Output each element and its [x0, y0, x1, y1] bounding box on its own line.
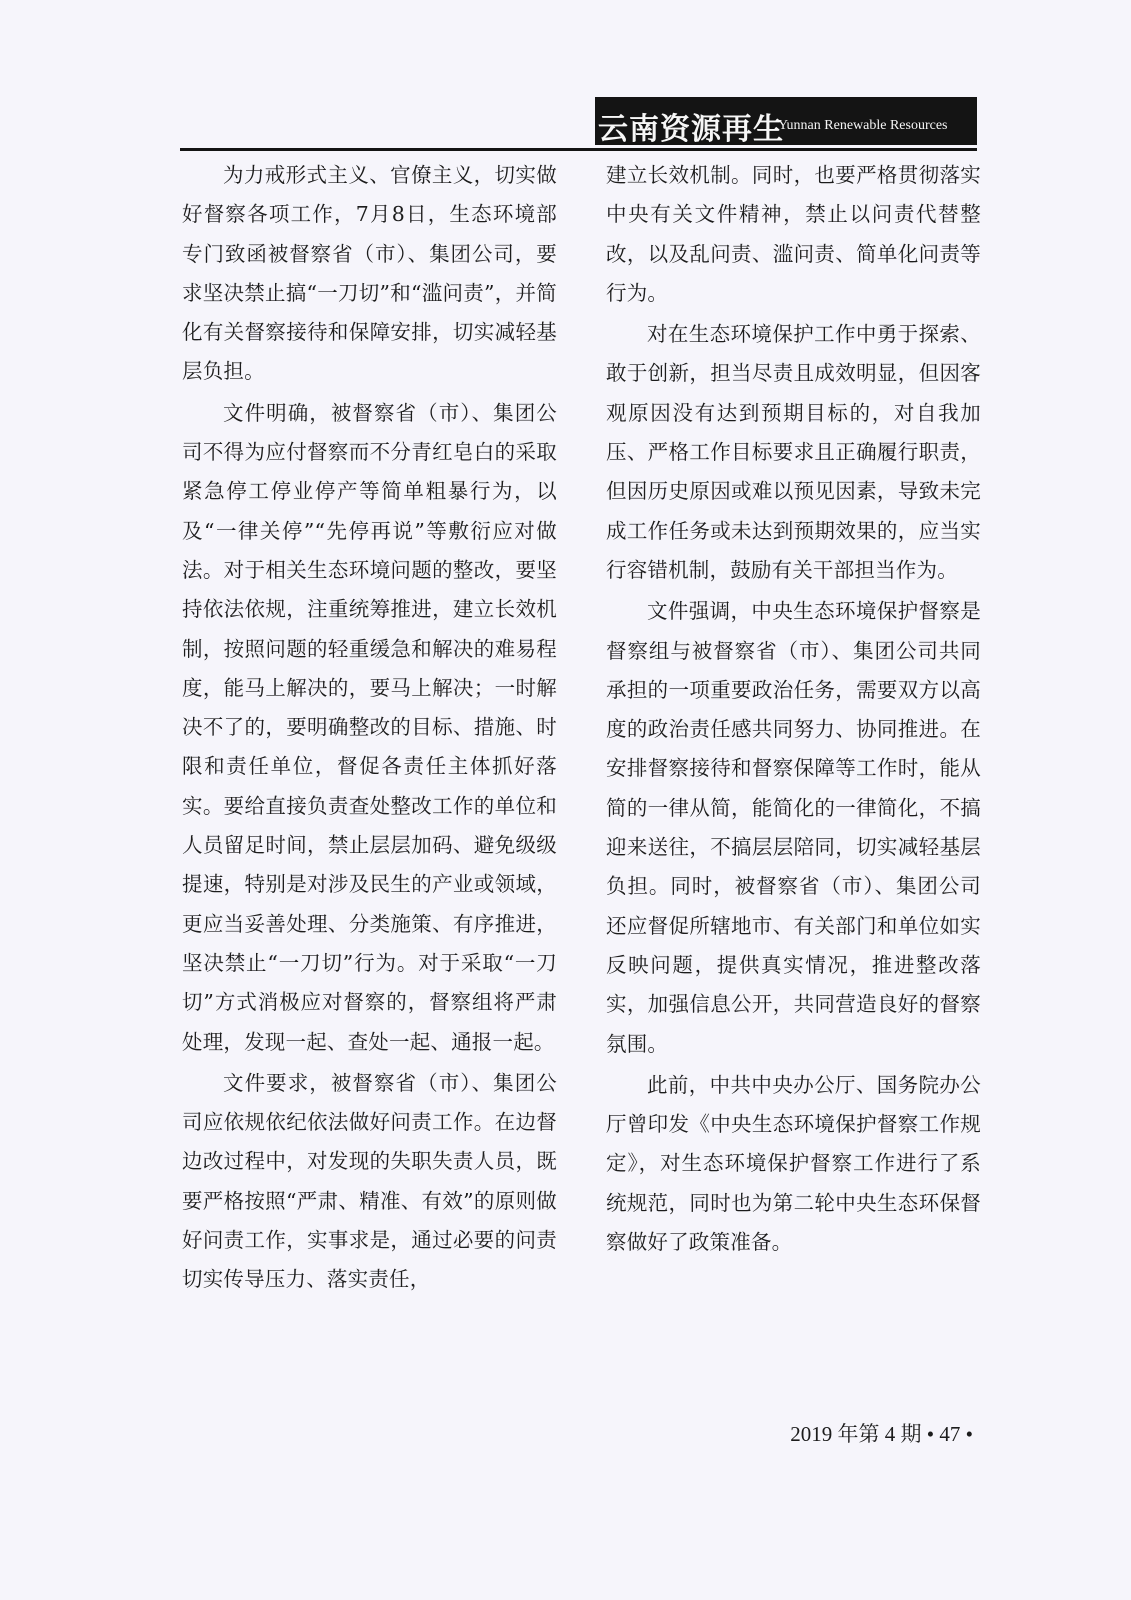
paragraph: 此前，中共中央办公厅、国务院办公厅曾印发《中央生态环境保护督察工作规定》，对生态环境保护督察工作进行了系统规范，同时也为第二轮中央生态环保督察做好了政策准备。	[606, 1072, 981, 1255]
paragraph: 对在生态环境保护工作中勇于探索、敢于创新，担当尽责且成效明显，但因客观原因没有达到预期目标的，对自我加压、严格工作目标要求且正确履行职责，但因历史原因或难以预见因素，导致未完成工作任务或未达到预期效果的，应当实行容错机制，鼓励有关干部担当作为。	[606, 322, 981, 582]
journal-title-en: Yunnan Renewable Resources	[778, 118, 948, 133]
paragraph: 文件要求，被督察省（市）、集团公司应依规依纪依法做好问责工作。在边督边改过程中，对发现的失职失责人员，既要严格按照“严肃、精准、有效”的原则做好问责工作，实事求是，通过必要的问责切实传导压力、落实责任，	[182, 1070, 557, 1292]
paragraph: 为力戒形式主义、官僚主义，切实做好督察各项工作，7月8日，生态环境部专门致函被督察省（市）、集团公司，要求坚决禁止搞“一刀切”和“滥问责”，并简化有关督察接待和保障安排，切实减轻基层负担。	[182, 163, 557, 384]
paragraph: 建立长效机制。同时，也要严格贯彻落实中央有关文件精神，禁止以问责代替整改，以及乱问责、滥问责、简单化问责等行为。	[606, 163, 981, 305]
right-column	[606, 156, 981, 1262]
page-footer: 2019 年第 4 期 • 47 •	[790, 1422, 973, 1446]
paragraph: 文件明确，被督察省（市）、集团公司不得为应付督察而不分青红皂白的采取紧急停工停业停产等简单粗暴行为，以及“一律关停”“先停再说”等敷衍应对做法。对于相关生态环境问题的整改，要坚持依法依规，注重统筹推进，建立长效机制，按照问题的轻重缓急和解决的难易程度，能马上解决的，要马上解决；一时解决不了的，要明确整改的目标、措施、时限和责任单位，督促各责任主体抓好落实。要给直接负责查处整改工作的单位和人员留足时间，禁止层层加码、避免级级提速，特别是对涉及民生的产业或领域，更应当妥善处理、分类施策、有序推进，坚决禁止“一刀切”行为。对于采取“一刀切”方式消极应对督察的，督察组将严肃处理，发现一起、查处一起、通报一起。	[182, 400, 557, 1054]
left-column	[182, 156, 557, 1300]
header-rule	[180, 148, 977, 151]
paragraph: 文件强调，中央生态环境保护督察是督察组与被督察省（市）、集团公司共同承担的一项重要政治任务，需要双方以高度的政治责任感共同努力、协同推进。在安排督察接待和督察保障等工作时，能从简的一律从简，能简化的一律简化，不搞迎来送往，不搞层层陪同，切实减轻基层负担。同时，被督察省（市）、集团公司还应督促所辖地市、有关部门和单位如实反映问题，提供真实情况，推进整改落实，加强信息公开，共同营造良好的督察氛围。	[606, 599, 981, 1056]
journal-title-cn: 云南资源再生	[598, 112, 784, 147]
